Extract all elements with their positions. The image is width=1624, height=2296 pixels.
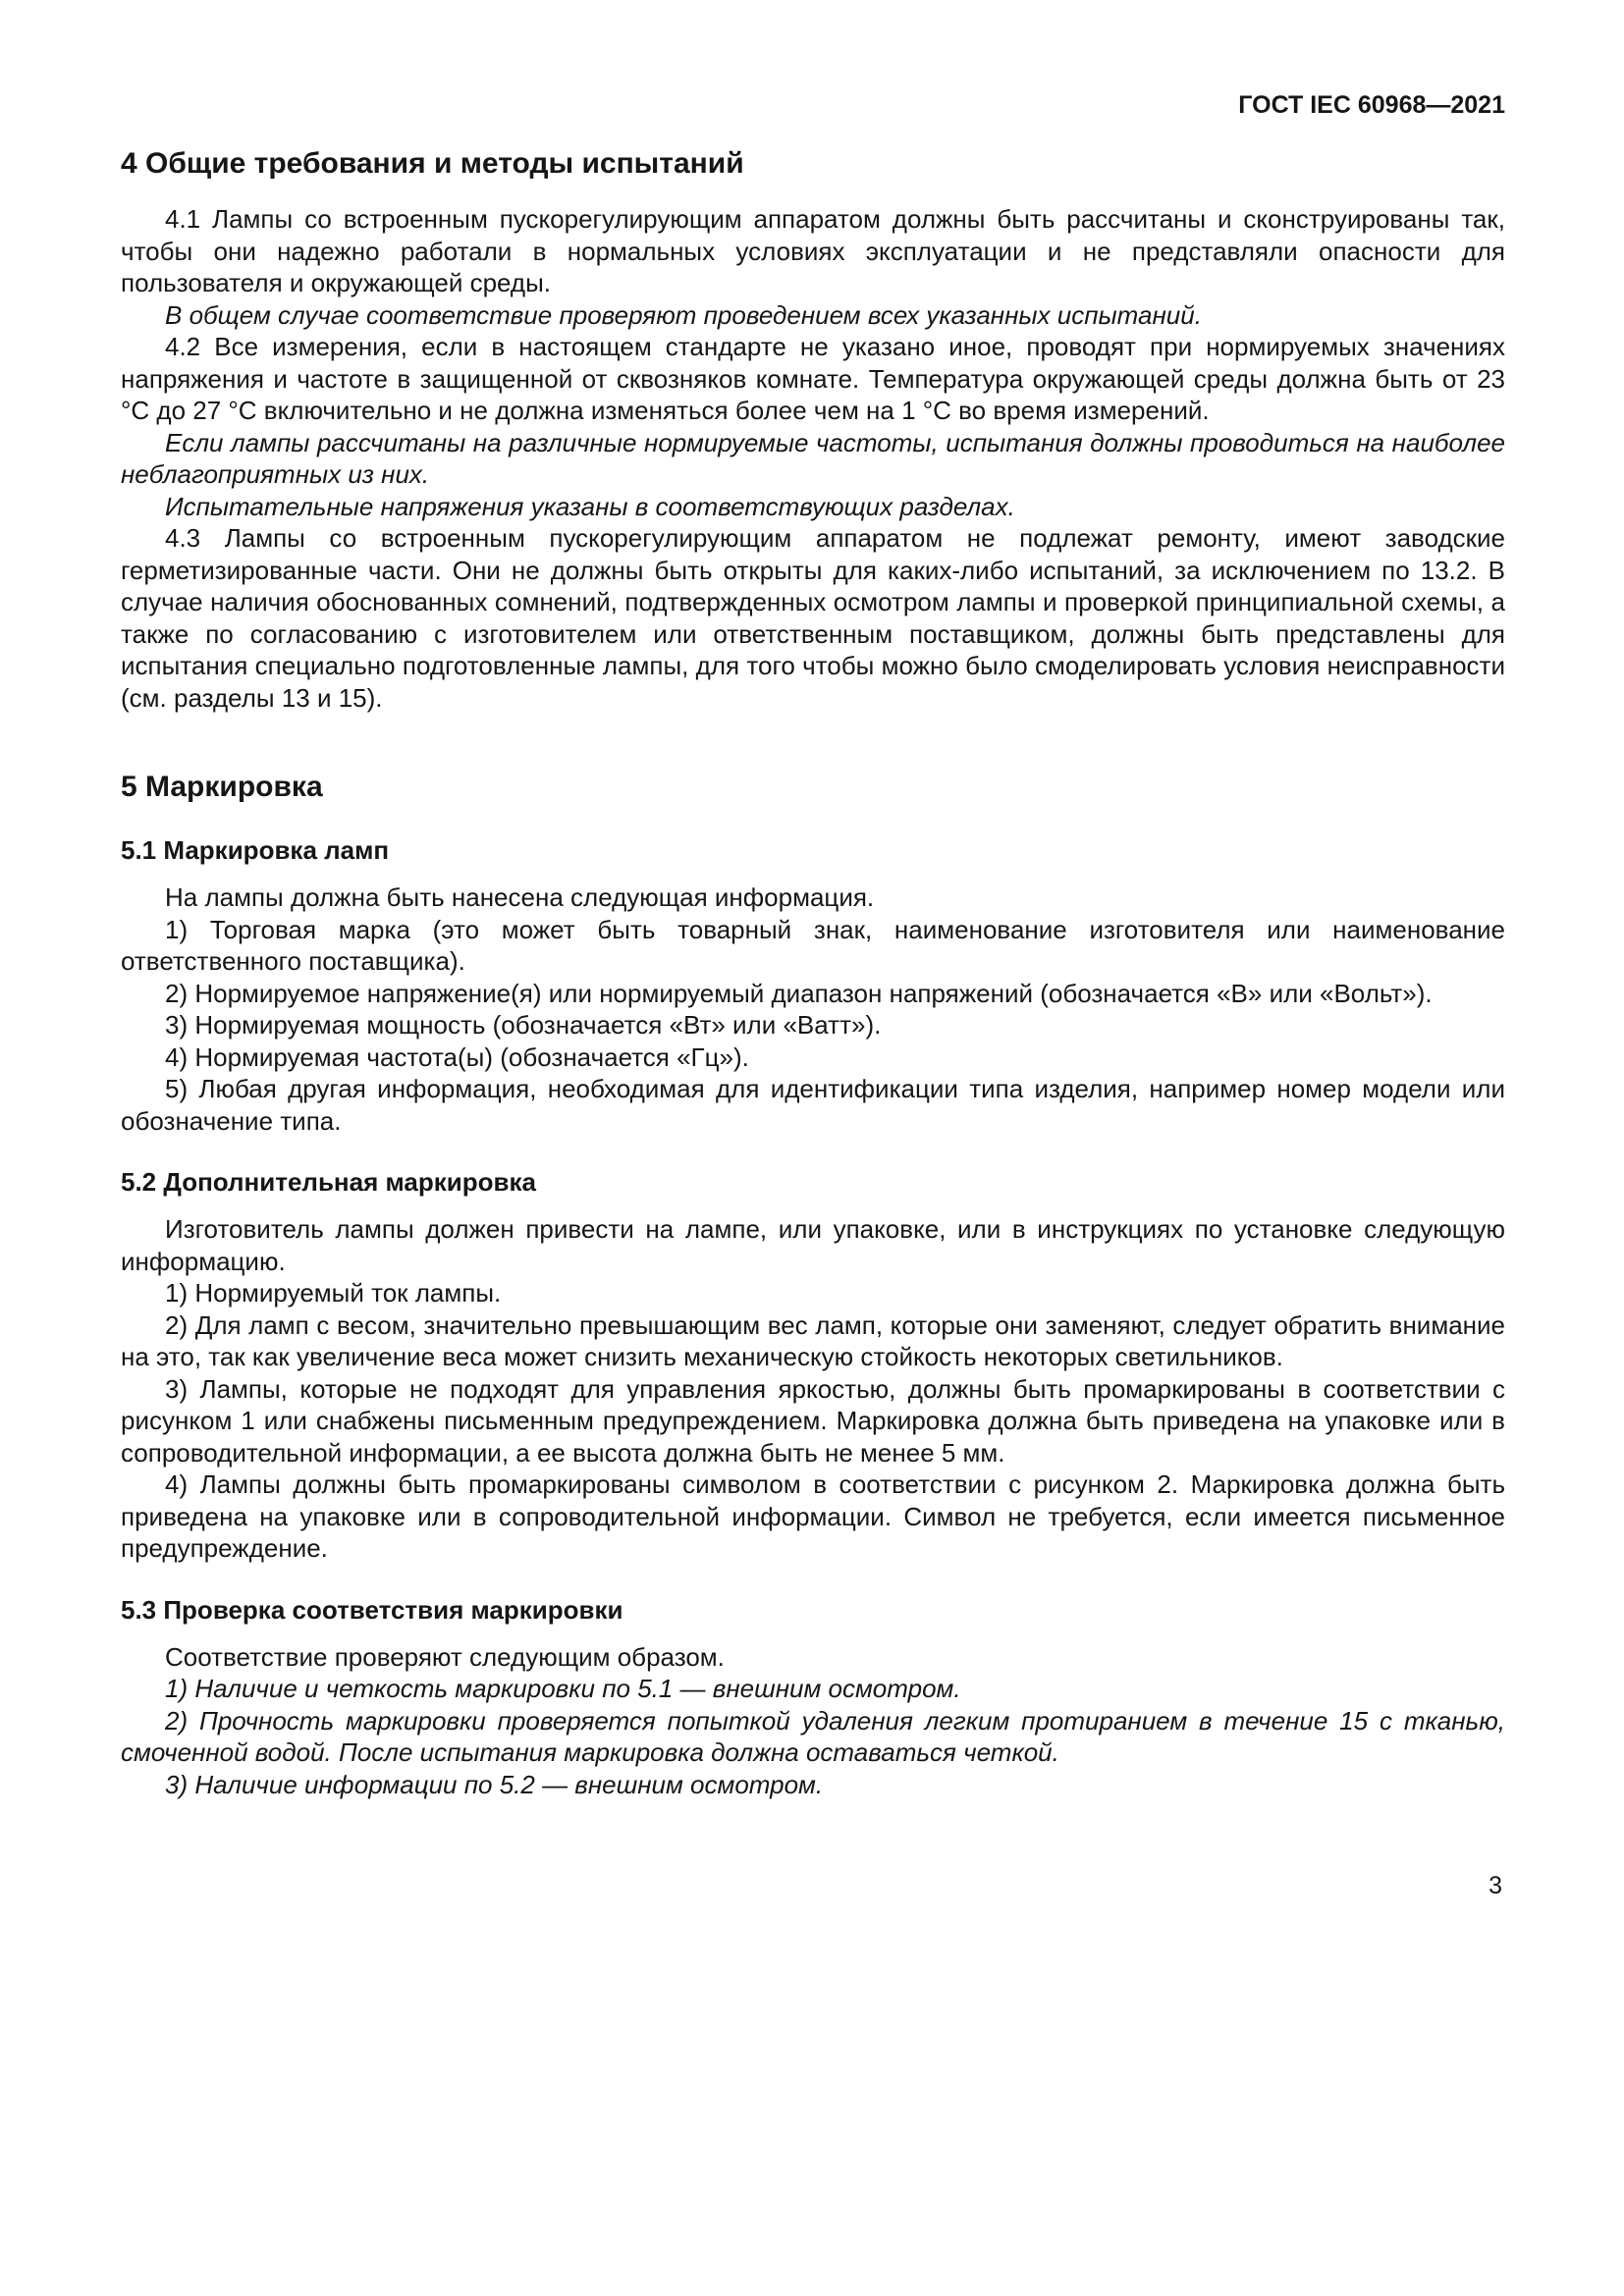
paragraph-4-2: 4.2 Все измерения, если в настоящем стандарте не указано иное, проводят при нормируемых значениях напряжения и частоте в защищенной от сквозняков комнате. Температура окружающей среды должна быть от 23 °С до 27 °С включительно и не должна изменяться более чем на 1 °С во время измерений. <box>121 332 1505 425</box>
list-item-5-1-1: 1) Торговая марка (это может быть товарный знак, наименование изготовителя или наименование ответственного поставщика). <box>121 914 1505 976</box>
list-item-5-1-4: 4) Нормируемая частота(ы) (обозначается «Гц»). <box>165 1041 749 1072</box>
compliance-note-4-1: В общем случае соответствие проверяют проведением всех указанных испытаний. <box>165 299 1202 330</box>
paragraph-5-2-intro: Изготовитель лампы должен привести на лампе, или упаковке, или в инструкциях по установке следующую информацию. <box>121 1214 1505 1276</box>
list-item-5-1-3: 3) Нормируемая мощность (обозначается «Вт» или «Ватт»). <box>165 1010 882 1040</box>
list-item-5-2-1: 1) Нормируемый ток лампы. <box>165 1278 502 1308</box>
page-number: 3 <box>1489 1872 1502 1899</box>
check-item-5-3-3: 3) Наличие информации по 5.2 — внешним осмотром. <box>165 1769 824 1799</box>
section-4-heading: 4 Общие требования и методы испытаний <box>121 147 744 180</box>
check-item-5-3-1: 1) Наличие и четкость маркировки по 5.1 — внешним осмотром. <box>165 1674 961 1703</box>
section-5-heading: 5 Маркировка <box>121 771 323 803</box>
subsection-5-1-heading: 5.1 Маркировка ламп <box>121 835 390 865</box>
paragraph-4-3: 4.3 Лампы со встроенным пускорегулирующим аппаратом не подлежат ремонту, имеют заводские герметизированные части. Они не должны быть открыты для каких-либо испытаний, за исключением по 13.2. В случае наличия обоснованных сомнений, подтвержденных осмотром лампы и проверкой принципиальной схемы, а также по согласованию с изготовителем или ответственным поставщиком, должны быть представлены для испытания специально подготовленные лампы, для того чтобы можно было смоделировать условия неисправности (см. разделы 13 и 15). <box>121 523 1505 713</box>
list-item-5-1-5: 5) Любая другая информация, необходимая для идентификации типа изделия, например номер модели или обозначение типа. <box>121 1074 1505 1136</box>
subsection-5-3-heading: 5.3 Проверка соответствия маркировки <box>121 1594 623 1625</box>
check-item-5-3-2: 2) Прочность маркировки проверяется попыткой удаления легким протиранием в течение 15 с тканью, смоченной водой. После испытания маркировка должна оставаться четкой. <box>121 1705 1505 1767</box>
document-header: ГОСТ IEC 60968—2021 <box>1238 91 1505 119</box>
paragraph-4-1: 4.1 Лампы со встроенным пускорегулирующим аппаратом должны быть рассчитаны и сконструированы так, чтобы они надежно работали в нормальных условиях эксплуатации и не представляли опасности для пользователя и окружающей среды. <box>121 204 1505 297</box>
subsection-5-2-heading: 5.2 Дополнительная маркировка <box>121 1167 536 1197</box>
list-item-5-2-3: 3) Лампы, которые не подходят для управления яркостью, должны быть промаркированы в соответствии с рисунком 1 или снабжены письменным предупреждением. Маркировка должна быть приведена на упаковке или в сопроводительной информации, а ее высота должна быть не менее 5 мм. <box>121 1373 1505 1468</box>
compliance-note-4-2-a: Если лампы рассчитаны на различные нормируемые частоты, испытания должны проводиться на наиболее неблагоприятных из них. <box>121 427 1505 489</box>
paragraph-5-3-intro: Соответствие проверяют следующим образом. <box>165 1641 725 1672</box>
document-body <box>121 90 1505 1800</box>
list-item-5-2-2: 2) Для ламп с весом, значительно превышающим вес ламп, которые они заменяют, следует обратить внимание на это, так как увеличение веса может снизить механическую стойкость некоторых светильников. <box>121 1309 1505 1371</box>
paragraph-5-1-intro: На лампы должна быть нанесена следующая информация. <box>165 882 875 912</box>
compliance-note-4-2-b: Испытательные напряжения указаны в соответствующих разделах. <box>165 491 1015 521</box>
list-item-5-1-2: 2) Нормируемое напряжение(я) или нормируемый диапазон напряжений (обозначается «В» или «Вольт»). <box>165 978 1433 1008</box>
list-item-5-2-4: 4) Лампы должны быть промаркированы символом в соответствии с рисунком 2. Маркировка должна быть приведена на упаковке или в сопроводительной информации. Символ не требуется, если имеется письменное предупреждение. <box>121 1469 1505 1563</box>
